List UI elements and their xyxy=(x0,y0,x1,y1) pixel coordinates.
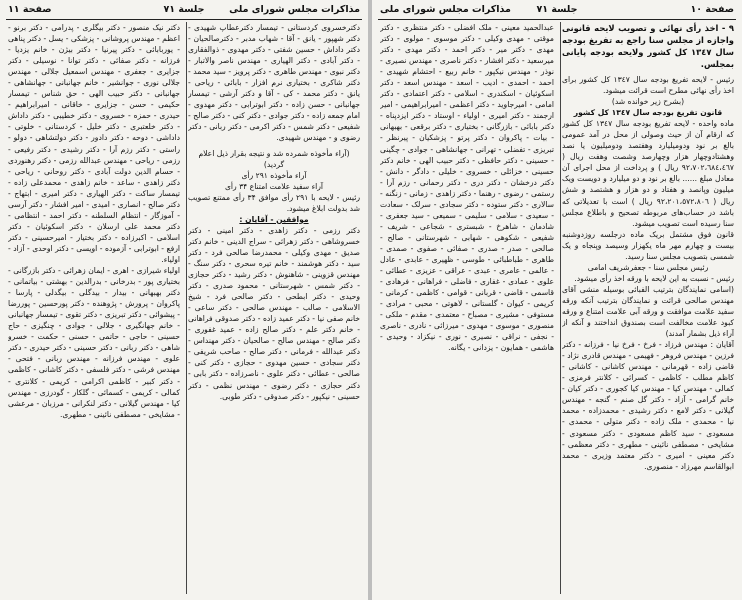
paragraph: دکتر رزمی - دکتر زاهدی - دکتر امینی - دکتر خسروشاهی - دکتر زهرائی - سراج الدینی - خانم دکتر صدیق - مهدی وکیلی - محمدرضا صالحی فرد - دکتر سید - دکتر هوشمند - خانم تیره سحری - دکتر سنگ - مهندس قزوینی - شاهنوش - دکتر رشید - دکتر حجازی - دکتر شمس - شهرستانی - محمود صدری - دکتر وحیدی - دکتر ابطحی - دکتر صالحی فرد - شیخ الاسلامی - صالب - مهندس صالحی - دکتر ساعی - خانم صفی نیا - دکتر عمید زاده - دکتر صدوقی فراهانی - خانم دکتر علم - دکتر صالح زاده - عمید غفوری - دکتر صالح - مهندس صالح - صالحیان - دکتر مهنداس - دکتر عبدالله - فرمانی - دکتر صالح - صاحب شریفی - دکتر سجادی - حسین مهدوی - حجازی - دکتر کنی - صالحی - عطائی - دکتر علوی - ناصرزاده - دکتر بابی - دکتر حجازی - دکتر رضوی - مهندس نظمی - دکتر حسینی - نیکپور - دکتر صدوقی - دکتر طوبی. xyxy=(188,225,360,401)
left-page-title: مذاکرات مجلس شورای ملی xyxy=(229,4,360,15)
paragraph: (آراء مأخوذه شمرده شد و نتیجه بقرار ذیل اعلام گردید) xyxy=(198,148,350,169)
paragraph: عبدالحمید معینی - ملک افضلی - دکتر منتظری - دکتر موقتی - مهدی وکیلی - دکتر موسوی - مولوی - دکتر مهدی - دکتر میر - دکتر احمد - دکتر مهدی - دکتر میرسعید - دکتر افشار - دکتر ناصری - مهندس نصیری - نوذر - مهندس نیکپور - خانم ربیع - احتشام شهیدی - احمد - احمدی - ادیب - اسعد - مهندس اسعد - دکتر اسکوئیان - اسکندری - اسلامی - دکتر اعتمادی - دکتر امامی - امیرجاوید - دکتر اعظمی - امیرابراهیمی - امیر ارجمند - دکتر امیری - اولیاء - اوستاد - دکتر ایزدپناه - دکتر بابائی - بازرگانی - بختیاری - دکتر برقعی - بهبهانی - بیات - پاکروان - دکتر پرتو - پزشکیان - پیرنظر - تبریزی - تفضلی - تهرانی - جهانشاهی - جوادی - چگینی - حسینی - دکتر حافظی - دکتر حبیب الهی - خانم دکتر حسینی - خزائلی - خسروی - خلیلی - دادگر - دانش - دکتر درخشان - دکتر دری - دکتر رحمانی - رزم آرا - رستمی - رضوی - رهنما - دکتر زاهدی - زمانی - زنگنه - سالاری - دکتر ستوده - دکتر سجادی - سرلک - سعادت - سعیدی - سلامی - سلیمی - سمیعی - سید جعفری - شادمان - شاهرخ - شبستری - شجاعی - شریف - شفیعی - شکوهی - شهابی - شهرستانی - صالح - صالحی - صدر - صدری - صفائی - صفوی - صمدی - طاهری - طباطبائی - طوسی - ظهیری - عابدی - عادل - عالمی - عامری - عبدی - عراقی - عزیزی - عطائی - علوی - عمادی - غفاری - فاضلی - فراهانی - فرهادی - قاسمی - قاضی - قربانی - قوامی - کاظمی - کرمانی - کریمی - کیوان - گلستانی - لاهوتی - محبی - مرادی - مستوفی - مشیری - مصباح - معتمدی - مقدم - ملکی - منصوری - موسوی - مهدوی - میرزائی - نادری - ناصری - نجفی - نراقی - نصیری - نوری - نیکزاد - وحیدی - هاشمی - همایون - یزدانی - یگانه. xyxy=(380,23,554,353)
paragraph: رئیس - نسبت به این لایحه با ورقه اخذ رأی میشود. xyxy=(574,273,734,283)
paragraph: آقایان : مهندس فرزاد - فرخ - فرخ نیا - فرزانه - دکتر فرزین - مهندس فروهر - فهیمی - مهندس قادری نژاد - قاضی زاده - قهرمانی - مهندس کاشانی - کاشانی - کاظم مطلب - کاظمی - کسرائی - کلانتر فرمزی - کمالی - مهندس کیا - مهندس کیا کجوری - دکتر کیان - خانم گرامی - آزاد - دکتر گل صنم - گنجه - مهندس گیلانی - دکتر لامع - دکتر رشیدی - محمدزاده - محمد نیا - محمدی - ملک زاده - دکتر متولی - محمدی - مسعودی - سید کاظم مسعودی - دکتر مسعودی - مشایخی - مصطفی نائینی - مطهری - دکتر معظمی - دکتر معینی - امیری - دکتر معتمد وزیری - محمد ابوالقاسم مهرزاد - منصوری. xyxy=(562,340,734,471)
right-header-rule xyxy=(378,19,736,20)
right-page-session: جلسة ٧١ xyxy=(536,4,578,15)
right-page-header xyxy=(380,4,734,18)
paragraph: آراء سفید علامت امتناع ۳۴ رأی xyxy=(224,181,324,191)
right-page-number: صفحة ١٠ xyxy=(690,4,734,15)
right-page-left-column xyxy=(380,22,554,596)
paragraph: رئیس - لایحه با ۲۹۱ رأی موافق ۳۴ رأی ممتنع تصویب شد بدولت ابلاغ میشود. xyxy=(188,192,360,213)
paragraph: اولیاء شیرازی - اهری - ایمان زهرائی - دکتر بازرگانی - بختیاری پور - بدرخانی - بدرالدین - بهشتی - بیاتمانی - دکتر بهبهانی - بیدار - بیدگلی - بیگدلی - پارسا - پاکروان - پرورش - پژوهنده - دکتر پورحسین - پوررضا - پیشوائی - دکتر تبریزی - دکتر تقوی - تیمسار جهانبانی - خانم جهانگیری - جلالی - جوادی - چنگیزی - حاج حسینی - حاجی - حاتمی - حسنی - حکمت - خسرو شاهی - دکتر ربانی - دکتر حسینی - دکتر حیدری - دکتر علوی - مهندس فرزانه - مهندس ربانی - فتحی - مهندس فرشی - دکتر فلسفی - دکتر کاشانی - کاظمی - دکتر کبیر - کاظمی اکرامی - کریمی - کلانتری - کمالی - کریمی - کسمائی - گلکار - گودرزی - مهندس کیا - مهندس گیلانی - دکتر لنکرانی - مرزبان - مرعشی - مشایخی - مصطفی نائینی - مطهری. xyxy=(8,266,180,419)
paragraph: (اسامی نمایندگان بترتیب الفبائی بوسیله منشی آقای مهندس صالحی قرائت و نمایندگان بترتیب آنکه ورقه سفید علامت موافقت و ورقه آبی علامت امتناع و ورقه کبود علامت مخالفت است بصندوق انداختند و آنکه از آراء ذیل بشمار آمدند) xyxy=(562,284,734,339)
paragraph: قانون فوق مشتمل بریک ماده درجلسه روزدوشنبه بیست و چهارم مهر ماه یکهزار وسیصد وپنجاه و یک شمسی بتصویب مجلس سنا رسید. xyxy=(562,229,734,261)
section-heading: ٩ - اخذ رأی نهائی و تصویب لایحه قانونی واجازه از مجلس سنا راجع به تفریغ بودجه سال ١٣٤٧ کل کشور ولایحه بودجه پایانی بمجلس. xyxy=(562,23,734,69)
right-page-right-column xyxy=(562,22,734,596)
right-page-title: مذاکرات مجلس شورای ملی xyxy=(380,4,511,15)
column-divider xyxy=(186,22,187,594)
right-page xyxy=(372,0,742,600)
paragraph: (بشرح زیر خوانده شد) xyxy=(611,97,685,107)
left-page-left-column xyxy=(8,22,180,596)
paragraph: آراء مأخوذه ۲۹۱ رأی xyxy=(241,170,307,180)
section-heading: موافقین - آقایان : xyxy=(239,214,309,224)
left-page-right-column xyxy=(188,22,360,596)
left-page xyxy=(0,0,368,600)
paragraph: رئیس - لایحه تفریغ بودجه سال ١٣٤٧ کل کشور برای اخذ رأی نهائی مطرح است قرائت میشود. xyxy=(562,75,734,96)
left-page-session: جلسة ٧١ xyxy=(163,4,205,15)
left-header-rule xyxy=(6,19,362,20)
left-page-header xyxy=(8,4,360,18)
left-page-number: صفحة ١١ xyxy=(8,4,52,15)
law-title: قانون تفریغ بودجه سال ١٣٤٧ کل کشور xyxy=(573,108,723,118)
paragraph: دکترخسروی کردستانی - تیمسار دکترعطاپ شهیدی - دکتر شهپور - یانق - آقا - شهاب مدبر - دکترصالحیان - دکتر داداش - حسین شفتی - دکتر مهدوی - ذوالفقاری - دکتر آبادی - دکتر الهیاری - مهندس ناصر والاتبار - دکتر نبوی - مهندس طاهری - دکتر پرویز - سید محمد - دکتر شاکری - بختیاری نرم افزار - بابائی - ریاحی - یانق - دکتر محمد - کی - آقا و دکتر آرشی - تیمسار جهانبانی - حسن زاده - دکتر ابوترابی - دکتر مهدوی - امام جمعه زاده - دکتر جوادی - دکتر کنی - دکتر صالح - شفیعی - دکتر شمس - دکتر اکرمی - دکتر ربانی - دکتر رضوی و - مهندس شهیدی. xyxy=(188,23,360,143)
paragraph: رئیس مجلس سنا - جعفرشریف امامی xyxy=(587,262,709,272)
paragraph: ماده واحده - لایحه تفریغ بودجه سال ١٣٤٧ کل کشور که ارقام آن از حیث وصولی از محل در آمد عمومی بالغ بر نود ودومیلیارد وهفتصد ودومیلیون یا نصد وهشتادوچهار هزار وچهارصد وشصت وهفت ریال ( ٩٢،٧٠٢،٦٨٤،٤٦٧ ریال ) و پرداخت از محل اجرای آن معادل مبلغ ...... بالغ بر نود و دو میلیارد و دویست ویک میلیون وپانصد و هفتاد و دو هزار و هشتصد و شش ریال ( ٩٢،٢٠١،٥٧٢،٨٠٦ ریال ) است با تعدیلاتی که باشد در حساب‌های مربوطه تصحیح و باطلاع مجلس سنا رسیده است تصویب میشود. xyxy=(562,119,734,228)
paragraph: دکتر نیک منصور - دکتر بیگلری - پدرامی - دکتر برنو - اعظم - مهندس پروشانی - پزشکی - یسل - دکتر پناهی - یوربابائی - دکتر پیرنیا - دکتر بیژن - خانم یزدیا - فرزانه - دکتر صفائی - دکتر توانا - نوسیلی - دکتر جزایری - جعفری - مهندس اسمعیل جلالی - مهندس جلالی نوری - جوانشیر - خانم جهانبانی - جهانشاهی - جهانبانی - دکتر حبیب الهی - حق شناس - تیمسار حکیمی - حسن - جزایری - خاقانی - امیرابراهیم - حیدری - حمزه - خسروی - دکتر خطیبی - دکتر داداش - دکتر خلعتبری - دکتر خلیل - کردستانی - خلوتی - داداشی - دوحه - دکتر دادور - دکتر دولتشاهی - دولو - راستی - دکتر رزم آرا - دکتر رشیدی - دکتر رفیعی - رزمی - ریاحی - مهندس عبدالله رزمی - دکتر رهنوردی - حسام الدین دولت آبادی - دکتر روحانی - ریاحی - دکتر زاهدی - ساعد - خانم زاهدی - محمدعلی زاده - تیمسار ساکت - دکتر الهیاری - دکتر امیری - ابتهاج - دکتر صالح - انصاری - امیدی - امیر افشار - دکتر آرسی - آموزگار - انتظام السلطنه - دکتر احمد - انتظامی - دکتر محمد علی ارسلان - دکتر اسکوئیان - دکتر اسلامی - اکبرزاده - دکتر بختیار - امیرحسینی - دکتر ارفع - ابوترابی - آزموده - اویسی - دکتر اوحدی - آزاد - اولیاء. xyxy=(8,23,180,264)
column-divider xyxy=(560,22,561,594)
